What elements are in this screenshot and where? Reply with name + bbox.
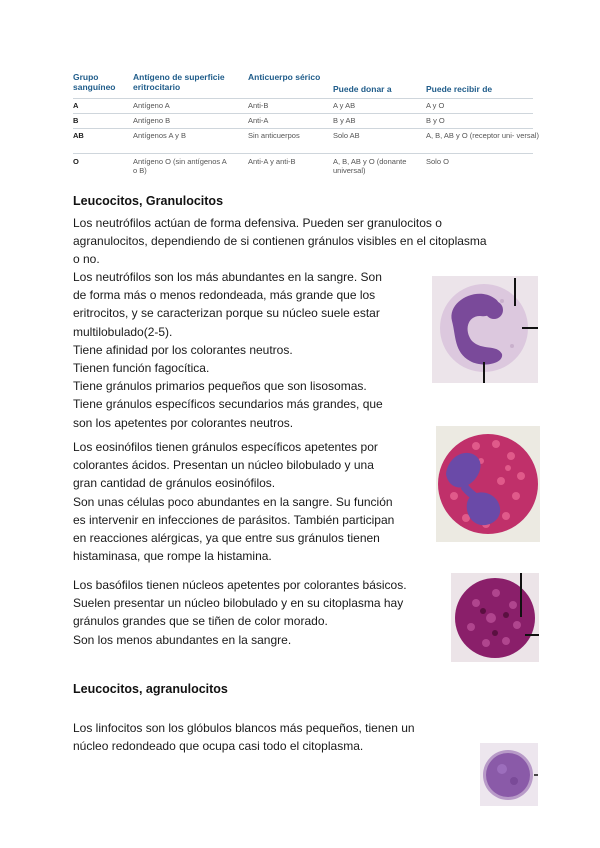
lymphocyte-image	[480, 743, 538, 806]
section-title-agranulocitos: Leucocitos, agranulocitos	[73, 682, 228, 696]
cell-antibody: Anti-A	[248, 116, 269, 125]
neutrophil-image	[432, 276, 538, 383]
text-line: en reacciones alérgicas, ya que entre sus gránulos tienen	[73, 531, 380, 546]
text-line: histaminasa, que rompe la histamina.	[73, 549, 272, 564]
cell-donate: B y AB	[333, 116, 356, 125]
text-line: Tienen función fagocítica.	[73, 361, 210, 376]
eosinophil-image	[436, 426, 540, 542]
text-line: multilobulado(2-5).	[73, 324, 173, 339]
text-line: Los neutrófilos son los más abundantes en la sangre. Son	[73, 270, 382, 284]
intro-paragraph	[73, 214, 487, 269]
text-line: gran cantidad de gránulos eosinófilos.	[73, 476, 276, 491]
text-line: es intervenir en infecciones de parásitos. También participan	[73, 512, 395, 527]
table-row	[73, 98, 533, 113]
cell-antigen: Antígeno A	[133, 101, 170, 110]
text-line: núcleo redondeado que ocupa casi todo el citoplasma.	[73, 739, 364, 754]
text-line: eritrocitos, y se caracterizan porque su núcleo suele estar	[73, 306, 380, 321]
text-line: Tiene afinidad por los colorantes neutros.	[73, 342, 293, 357]
header-antibody: Anticuerpo sérico	[248, 72, 321, 82]
text-line: Tiene gránulos específicos secundarios más grandes, que	[73, 397, 383, 412]
cell-group: B	[73, 116, 79, 125]
text-line: gránulos grandes que se tiñen de color morado.	[73, 614, 328, 629]
cell-group: O	[73, 157, 79, 166]
cell-donate: A y AB	[333, 101, 356, 110]
text-line: Los eosinófilos tienen gránulos específicos apetentes por	[73, 440, 378, 454]
section-title-granulocitos: Leucocitos, Granulocitos	[73, 194, 224, 208]
cell-group: A	[73, 101, 79, 110]
cell-antibody: Sin anticuerpos	[248, 131, 300, 140]
text-line: Son unas células poco abundantes en la sangre. Su función	[73, 494, 393, 509]
header-antigen: Antígeno de superficie eritrocitario	[133, 72, 225, 92]
neutrophil-paragraph	[73, 268, 383, 432]
text-line: Los neutrófilos actúan de forma defensiva. Pueden ser granulocitos o	[73, 216, 442, 230]
cell-receive: B y O	[426, 116, 445, 125]
table-row	[73, 128, 539, 153]
header-blood-group: Grupo sanguíneo	[73, 72, 116, 92]
text-line: colorantes ácidos. Presentan un núcleo bilobulado y una	[73, 458, 374, 473]
text-line: de forma más o menos redondeada, más grande que los	[73, 288, 376, 303]
cell-group: AB	[73, 131, 84, 140]
header-can-receive: Puede recibir de	[426, 84, 493, 94]
cell-donate: A, B, AB y O (donante universal)	[333, 157, 407, 175]
text-line: Los linfocitos son los glóbulos blancos más pequeños, tienen un	[73, 721, 415, 735]
text-line: son los apetentes por colorantes neutros.	[73, 415, 294, 430]
lymphocyte-paragraph	[73, 719, 415, 755]
text-line: Los basófilos tienen núcleos apetentes por colorantes básicos.	[73, 578, 407, 592]
text-line: o no.	[73, 252, 100, 267]
text-line: agranulocitos, dependiendo de si contienen gránulos visibles en el citoplasma	[73, 234, 487, 249]
cell-antigen: Antígeno B	[133, 116, 171, 125]
text-line: Son los menos abundantes en la sangre.	[73, 632, 292, 647]
cell-receive: Solo O	[426, 157, 449, 166]
cell-receive: A, B, AB y O (receptor uni- versal)	[426, 131, 539, 140]
basophil-paragraph	[73, 576, 407, 649]
cell-antibody: Anti-B	[248, 101, 269, 110]
cell-antigen: Antígeno O (sin antígenos A o B)	[133, 157, 227, 175]
cell-donate: Solo AB	[333, 131, 360, 140]
text-line: Suelen presentar un núcleo bilobulado y en su citoplasma hay	[73, 596, 404, 611]
table-row	[73, 113, 533, 128]
basophil-image	[451, 573, 539, 662]
header-can-donate: Puede donar a	[333, 84, 392, 94]
text-line: Tiene gránulos primarios pequeños que son lisosomas.	[73, 379, 367, 394]
eosinophil-paragraph	[73, 438, 394, 565]
table-header-row	[73, 72, 533, 98]
cell-antigen: Antígenos A y B	[133, 131, 186, 140]
cell-receive: A y O	[426, 101, 445, 110]
cell-antibody: Anti-A y anti-B	[248, 157, 296, 166]
table-row	[73, 153, 533, 180]
blood-group-table	[73, 72, 539, 180]
